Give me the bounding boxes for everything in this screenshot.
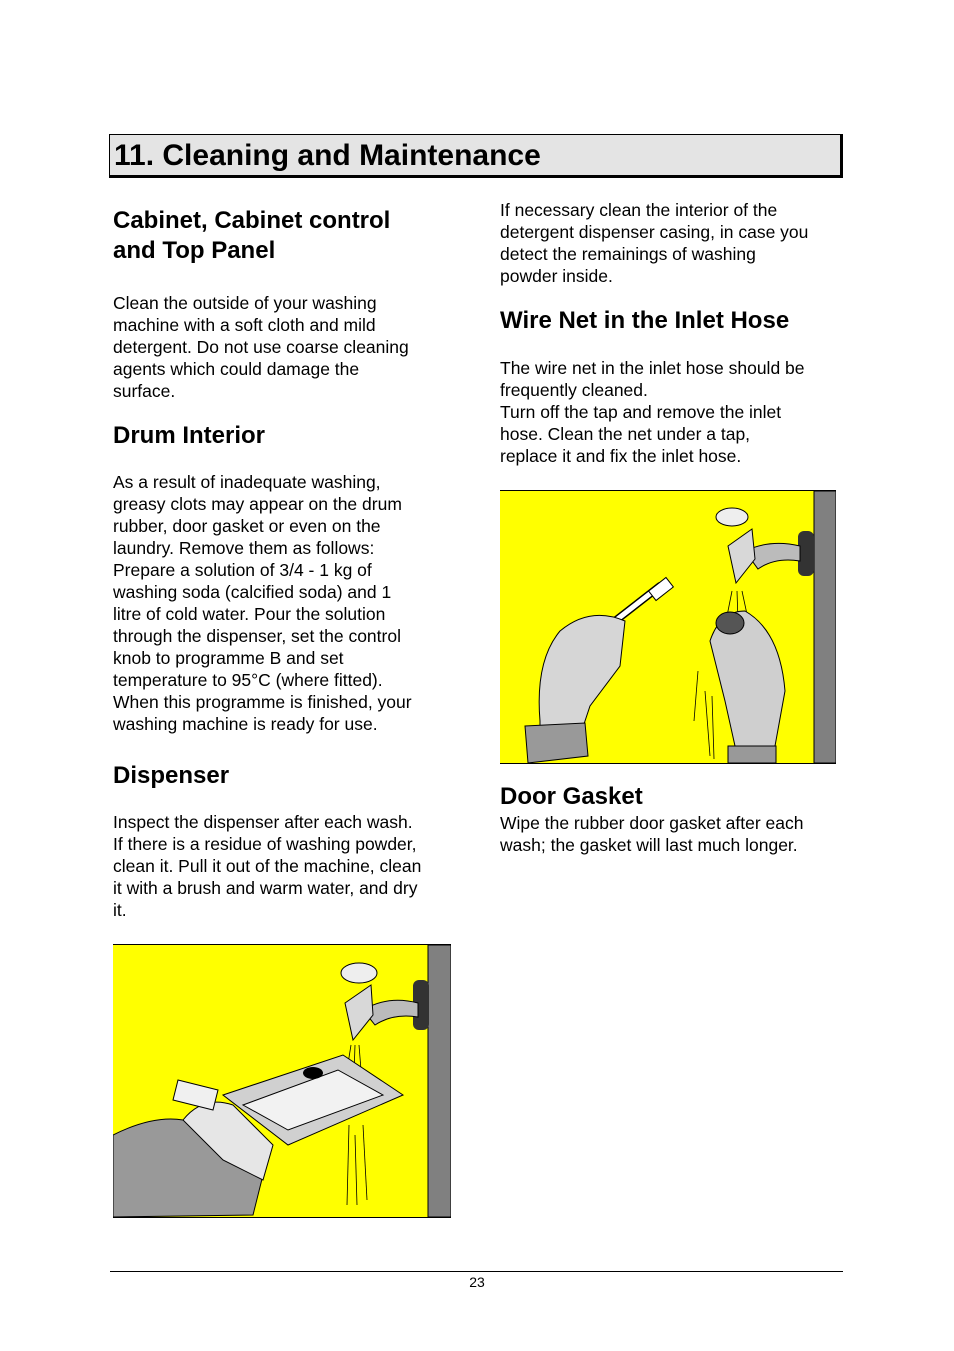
section-wire-net [500,306,845,467]
dispenser-heading: Dispenser [113,762,230,789]
chapter-title: 11. Cleaning and Maintenance [114,139,541,172]
drum-body: As a result of inadequate washing, greasy clots may appear on the drum rubber, door gasket or even on the laundry. Remove them as follows: Prepare a solution of 3/4 - 1 kg of washing soda (calcified soda) and 1 litre of cold water. Pour the solution through the dispenser, set the control knob to programme B and set temperature to 95°C (where fitted). When this programme is finished, your washing machine is ready for use. [113,472,412,734]
dispenser-body: Inspect the dispenser after each wash. If there is a residue of washing powder, clean it. Pull it out of the machine, clean it with a brush and warm water, and dry it. [113,812,422,920]
wire-net-body: The wire net in the inlet hose should be frequently cleaned. Turn off the tap and remove the inlet hose. Clean the net under a tap, replace it and fix the inlet hose. [500,358,805,466]
drum-heading: Drum Interior [113,422,266,449]
door-gasket-heading: Door Gasket [500,783,643,810]
footer-rule [110,1271,843,1272]
wire-net-cleaning-illustration [500,490,836,764]
chapter-title-box [109,134,843,178]
section-drum-interior [113,421,458,735]
section-door-gasket [500,782,845,856]
page-number: 23 [469,1274,485,1290]
dispenser-cleaning-illustration [113,944,451,1218]
section-dispenser [113,761,458,921]
cabinet-body: Clean the outside of your washing machine with a soft cloth and mild detergent. Do not use coarse cleaning agents which could damage the surface. [113,293,409,401]
cabinet-heading: Cabinet, Cabinet control and Top Panel [113,207,391,264]
wire-net-heading: Wire Net in the Inlet Hose [500,307,790,334]
dispenser-interior-body: If necessary clean the interior of the detergent dispenser casing, in case you detect the remainings of washing powder inside. [500,200,809,286]
section-dispenser-interior [500,199,845,287]
section-cabinet [113,206,458,402]
door-gasket-body: Wipe the rubber door gasket after each wash; the gasket will last much longer. [500,813,804,855]
